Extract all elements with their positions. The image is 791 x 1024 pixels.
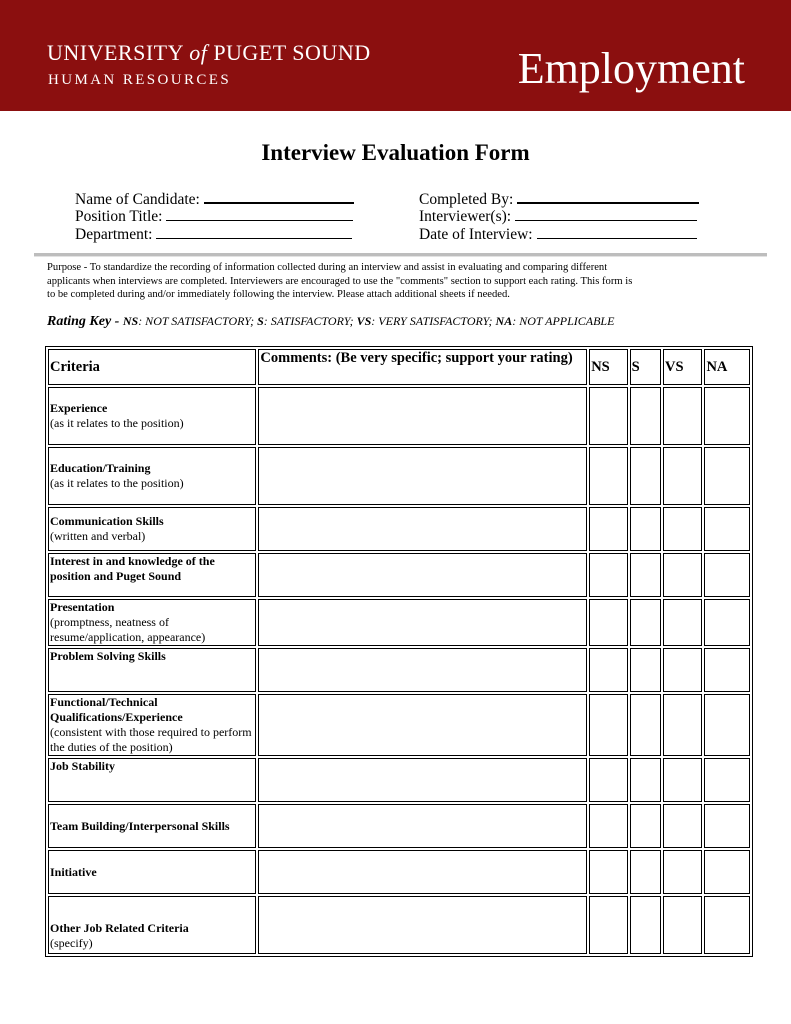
vs-cell[interactable]: [663, 758, 702, 802]
na-cell[interactable]: [704, 896, 750, 954]
candidate-blank[interactable]: [204, 188, 354, 204]
na-cell[interactable]: [704, 850, 750, 894]
na-cell[interactable]: [704, 804, 750, 848]
rating-key-vs-code: VS: [356, 314, 372, 328]
s-cell[interactable]: [630, 758, 661, 802]
table-header-row: [48, 349, 750, 385]
criteria-title: Functional/Technical Qualifications/Experience: [50, 695, 183, 724]
ns-cell[interactable]: [589, 507, 627, 551]
ns-cell[interactable]: [589, 896, 627, 954]
criteria-cell: [48, 758, 256, 802]
table-row: [48, 804, 750, 848]
na-cell[interactable]: [704, 694, 750, 756]
university-name-pre: UNIVERSITY: [47, 40, 190, 65]
vs-cell[interactable]: [663, 553, 702, 597]
criteria-cell: [48, 694, 256, 756]
header-comments: Comments: (Be very specific; support your rating): [258, 349, 587, 385]
s-cell[interactable]: [630, 648, 661, 692]
table-row: [48, 507, 750, 551]
ns-cell[interactable]: [589, 694, 627, 756]
ns-cell[interactable]: [589, 804, 627, 848]
position-field: [75, 206, 353, 224]
criteria-title: Job Stability: [50, 759, 116, 773]
ns-cell[interactable]: [589, 553, 627, 597]
ns-cell[interactable]: [589, 599, 627, 646]
vs-cell[interactable]: [663, 387, 702, 445]
comments-cell[interactable]: [258, 758, 587, 802]
criteria-title: Interest in and knowledge of the position and Puget Sound: [50, 554, 215, 583]
s-cell[interactable]: [630, 507, 661, 551]
na-cell[interactable]: [704, 599, 750, 646]
s-cell[interactable]: [630, 447, 661, 505]
interviewers-field: [419, 206, 697, 224]
completed-by-blank[interactable]: [517, 188, 699, 204]
comments-cell[interactable]: [258, 507, 587, 551]
ns-cell[interactable]: [589, 387, 627, 445]
header-ns: NS: [589, 349, 627, 385]
candidate-field: [75, 188, 354, 206]
vs-cell[interactable]: [663, 850, 702, 894]
criteria-description: (promptness, neatness of resume/application, appearance): [50, 615, 206, 644]
comments-cell[interactable]: [258, 896, 587, 954]
s-cell[interactable]: [630, 599, 661, 646]
comments-cell[interactable]: [258, 850, 587, 894]
vs-cell[interactable]: [663, 507, 702, 551]
rating-key: [47, 314, 647, 329]
rating-key-na-code: NA: [495, 314, 513, 328]
criteria-cell: [48, 804, 256, 848]
comments-cell[interactable]: [258, 694, 587, 756]
vs-cell[interactable]: [663, 599, 702, 646]
purpose-text: Purpose - To standardize the recording of information collected during an interview and assist in evaluating and comparing different applicants when interviews are completed. Interviewers are encouraged to use the "comments" section to support each rating. This form is to be completed during and/or immediately following the interview. Please attach additional sheets if needed.: [47, 262, 633, 301]
s-cell[interactable]: [630, 896, 661, 954]
vs-cell[interactable]: [663, 648, 702, 692]
table-row: [48, 896, 750, 954]
criteria-cell: [48, 507, 256, 551]
na-cell[interactable]: [704, 758, 750, 802]
table-row: [48, 599, 750, 646]
rating-key-ns-code: NS: [122, 314, 139, 328]
na-cell[interactable]: [704, 648, 750, 692]
criteria-cell: [48, 553, 256, 597]
vs-cell[interactable]: [663, 896, 702, 954]
candidate-label: Name of Candidate:: [75, 191, 200, 208]
ns-cell[interactable]: [589, 850, 627, 894]
criteria-description: (as it relates to the position): [50, 476, 184, 490]
position-label: Position Title:: [75, 208, 163, 225]
criteria-description: (as it relates to the position): [50, 416, 184, 430]
department-field: [75, 224, 352, 242]
criteria-title: Other Job Related Criteria: [50, 921, 189, 935]
vs-cell[interactable]: [663, 447, 702, 505]
table-row: [48, 447, 750, 505]
comments-cell[interactable]: [258, 447, 587, 505]
date-blank[interactable]: [537, 224, 697, 239]
table-row: [48, 553, 750, 597]
department-name: HUMAN RESOURCES: [48, 72, 232, 88]
date-label: Date of Interview:: [419, 226, 533, 243]
header-s: S: [630, 349, 661, 385]
criteria-title: Education/Training: [50, 461, 151, 475]
comments-cell[interactable]: [258, 804, 587, 848]
ns-cell[interactable]: [589, 447, 627, 505]
department-blank[interactable]: [156, 224, 352, 239]
header-vs: VS: [663, 349, 702, 385]
rating-key-s-code: S: [257, 314, 264, 328]
rating-key-na-text: : NOT APPLICABLE: [512, 314, 615, 328]
section-divider: [34, 253, 767, 257]
form-title: Interview Evaluation Form: [261, 140, 530, 165]
criteria-cell: [48, 599, 256, 646]
criteria-title: Experience: [50, 401, 108, 415]
na-cell[interactable]: [704, 507, 750, 551]
department-label: Department:: [75, 226, 153, 243]
date-field: [419, 224, 697, 242]
comments-cell[interactable]: [258, 599, 587, 646]
s-cell[interactable]: [630, 850, 661, 894]
table-row: [48, 648, 750, 692]
header-banner: [0, 0, 791, 111]
interviewers-blank[interactable]: [515, 206, 697, 221]
na-cell[interactable]: [704, 553, 750, 597]
s-cell[interactable]: [630, 694, 661, 756]
criteria-cell: [48, 447, 256, 505]
header-criteria: Criteria: [48, 349, 256, 385]
university-name-post: PUGET SOUND: [207, 40, 371, 65]
na-cell[interactable]: [704, 447, 750, 505]
criteria-cell: [48, 387, 256, 445]
rating-key-vs-text: : VERY SATISFACTORY;: [371, 314, 496, 328]
table-row: [48, 850, 750, 894]
header-na: NA: [704, 349, 750, 385]
position-blank[interactable]: [166, 206, 353, 221]
evaluation-table: [45, 346, 753, 957]
completed-by-field: [419, 188, 699, 206]
ns-cell[interactable]: [589, 648, 627, 692]
university-name-of: of: [189, 40, 208, 65]
rating-key-label: Rating Key -: [47, 314, 123, 329]
rating-key-ns-text: : NOT SATISFACTORY;: [138, 314, 258, 328]
section-title: Employment: [517, 44, 745, 93]
comments-cell[interactable]: [258, 553, 587, 597]
university-name: [47, 40, 371, 66]
comments-cell[interactable]: [258, 648, 587, 692]
table-row: [48, 694, 750, 756]
interviewers-label: Interviewer(s):: [419, 208, 512, 225]
comments-cell[interactable]: [258, 387, 587, 445]
criteria-title: Initiative: [50, 864, 97, 879]
rating-key-s-text: : SATISFACTORY;: [263, 314, 357, 328]
vs-cell[interactable]: [663, 804, 702, 848]
criteria-title: Team Building/Interpersonal Skills: [50, 818, 230, 833]
s-cell[interactable]: [630, 804, 661, 848]
criteria-description: (specify): [50, 936, 93, 950]
criteria-description: (consistent with those required to perform the duties of the position): [50, 725, 252, 754]
s-cell[interactable]: [630, 387, 661, 445]
na-cell[interactable]: [704, 387, 750, 445]
ns-cell[interactable]: [589, 758, 627, 802]
table-row: [48, 387, 750, 445]
vs-cell[interactable]: [663, 694, 702, 756]
criteria-cell: [48, 896, 256, 954]
criteria-description: (written and verbal): [50, 529, 146, 543]
criteria-cell: [48, 648, 256, 692]
criteria-title: Communication Skills: [50, 514, 164, 528]
criteria-title: Presentation: [50, 600, 115, 614]
s-cell[interactable]: [630, 553, 661, 597]
criteria-title: Problem Solving Skills: [50, 649, 166, 663]
criteria-cell: [48, 850, 256, 894]
completed-by-label: Completed By:: [419, 191, 514, 208]
table-row: [48, 758, 750, 802]
